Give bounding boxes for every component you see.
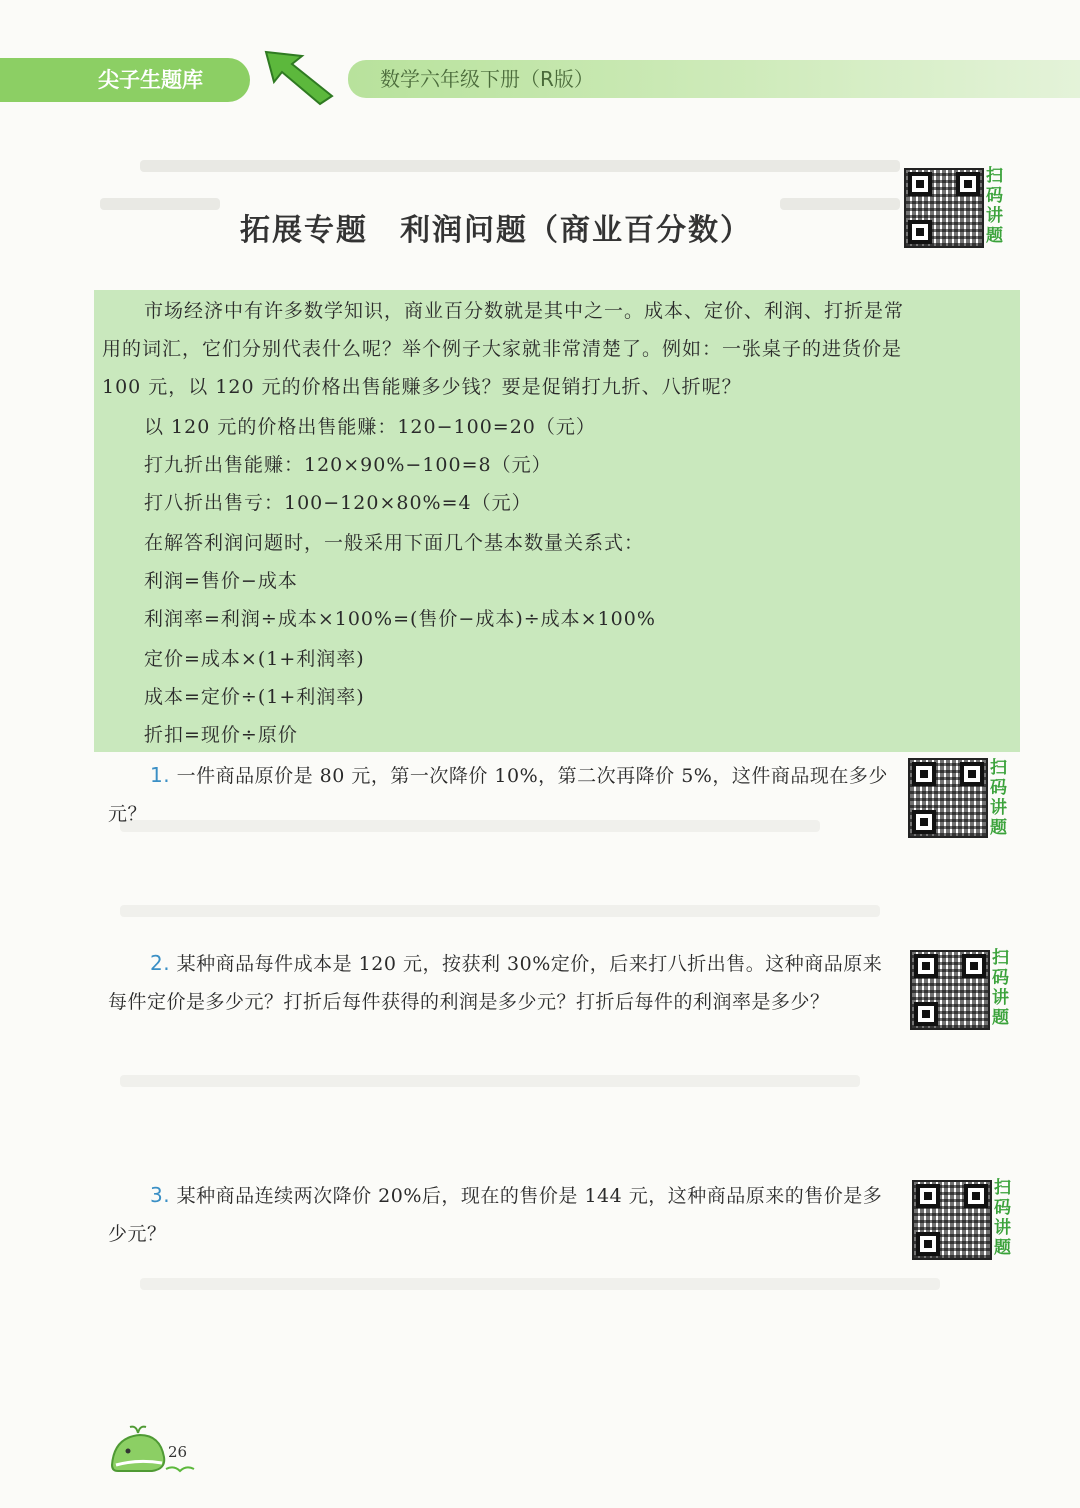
formula-lead: 在解答利润问题时，一般采用下面几个基本数量关系式： [144, 532, 645, 554]
formula: 定价=成本×(1+利润率) [144, 648, 365, 670]
qr-finder [956, 172, 980, 196]
qr-finder [962, 954, 986, 978]
qr-finder [914, 1002, 938, 1026]
problem-number: 1. [150, 763, 171, 787]
problem-text: 某种商品连续两次降价 20%后，现在的售价是 144 元，这种商品原来的售价是多少元？ [108, 1185, 883, 1245]
formula: 利润=售价−成本 [144, 570, 298, 592]
page-number: 26 [168, 1443, 188, 1461]
intro-box [94, 290, 1020, 752]
calc-line: 打九折出售能赚：120×90%−100=8（元） [144, 454, 552, 476]
book-title: 数学六年级下册（R版） [380, 67, 594, 91]
formula: 成本=定价÷(1+利润率) [144, 686, 365, 708]
problem-text: 一件商品原价是 80 元，第一次降价 10%，第二次再降价 5%，这件商品现在多少元？ [108, 765, 888, 825]
intro-line: 用的词汇，它们分别代表什么呢？举个例子大家就非常清楚了。例如：一张桌子的进货价是 [102, 338, 903, 360]
qr-finder [916, 1232, 940, 1256]
qr-code[interactable] [904, 168, 984, 248]
qr-finder [912, 762, 936, 786]
qr-label: 扫码讲题 [994, 1178, 1011, 1258]
intro-line: 市场经济中有许多数学知识，商业百分数就是其中之一。成本、定价、利润、打折是常 [144, 300, 905, 322]
qr-finder [908, 220, 932, 244]
qr-code[interactable] [908, 758, 988, 838]
series-tab: 尖子生题库 [0, 58, 250, 102]
qr-finder [960, 762, 984, 786]
bleed-through [120, 1075, 860, 1087]
problem-item [108, 756, 888, 833]
bleed-through [100, 198, 220, 210]
qr-finder [914, 954, 938, 978]
arrow-icon [262, 48, 334, 106]
qr-code[interactable] [912, 1180, 992, 1260]
calc-line: 以 120 元的价格出售能赚：120−100=20（元） [144, 416, 596, 438]
intro-line: 100 元，以 120 元的价格出售能赚多少钱？要是促销打九折、八折呢？ [102, 376, 742, 398]
qr-label: 扫码讲题 [986, 166, 1003, 246]
problem-number: 3. [150, 1183, 171, 1207]
qr-finder [964, 1184, 988, 1208]
calc-line: 打八折出售亏：100−120×80%=4（元） [144, 492, 532, 514]
bleed-through [140, 1278, 940, 1290]
problem-text: 某种商品每件成本是 120 元，按获利 30%定价，后来打八折出售。这种商品原来每件定价是多少元？打折后每件获得的利润是多少元？打折后每件的利润率是多少？ [108, 953, 883, 1013]
formula: 折扣=现价÷原价 [144, 724, 298, 746]
qr-label: 扫码讲题 [990, 758, 1007, 838]
qr-finder [916, 1184, 940, 1208]
qr-finder [912, 810, 936, 834]
formula: 利润率=利润÷成本×100%=(售价−成本)÷成本×100% [144, 608, 656, 630]
bleed-through [780, 198, 900, 210]
qr-finder [908, 172, 932, 196]
bleed-through [120, 905, 880, 917]
page-title: 拓展专题 利润问题（商业百分数） [240, 213, 752, 248]
problem-number: 2. [150, 951, 171, 975]
qr-code[interactable] [910, 950, 990, 1030]
bleed-through [140, 160, 900, 172]
problem-item [108, 1176, 888, 1253]
qr-label: 扫码讲题 [992, 948, 1009, 1028]
problem-item [108, 944, 888, 1021]
